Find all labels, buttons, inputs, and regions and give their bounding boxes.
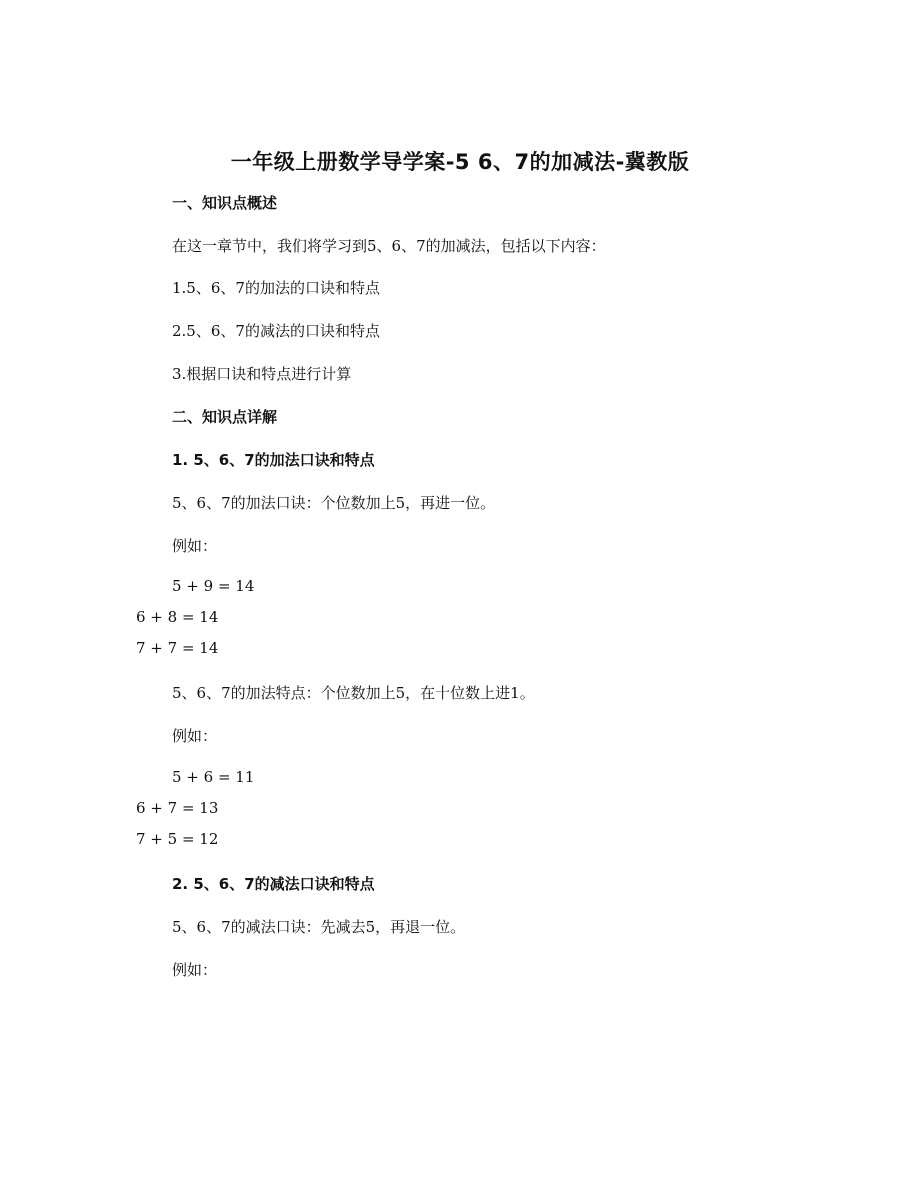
subtraction-heading: 2. 5、6、7的减法口诀和特点 [172,875,375,893]
subtraction-rule: 5、6、7的减法口诀：先减去5，再退一位。 [172,918,466,936]
equation: 5 + 9 = 14 [172,577,255,595]
equation: 6 + 8 = 14 [136,608,219,626]
equation: 6 + 7 = 13 [136,799,219,817]
section2-heading: 二、知识点详解 [172,408,278,426]
example-label: 例如： [172,727,218,745]
addition-rule: 5、6、7的加法口诀：个位数加上5，再进一位。 [172,494,496,512]
addition-feature: 5、6、7的加法特点：个位数加上5，在十位数上进1。 [172,684,535,702]
example-label: 例如： [172,961,218,979]
section1-intro: 在这一章节中，我们将学习到5、6、7的加减法，包括以下内容： [172,237,606,255]
equation: 7 + 7 = 14 [136,639,219,657]
addition-heading: 1. 5、6、7的加法口诀和特点 [172,451,375,469]
list-item: 2.5、6、7的减法的口诀和特点 [172,322,380,340]
equation: 5 + 6 = 11 [172,768,255,786]
equation: 7 + 5 = 12 [136,830,219,848]
section1-heading: 一、知识点概述 [172,194,278,212]
example-label: 例如： [172,537,218,555]
document-title: 一年级上册数学导学案-5 6、7的加减法-冀教版 [230,150,690,174]
list-item: 3.根据口诀和特点进行计算 [172,365,352,383]
list-item: 1.5、6、7的加法的口诀和特点 [172,279,380,297]
